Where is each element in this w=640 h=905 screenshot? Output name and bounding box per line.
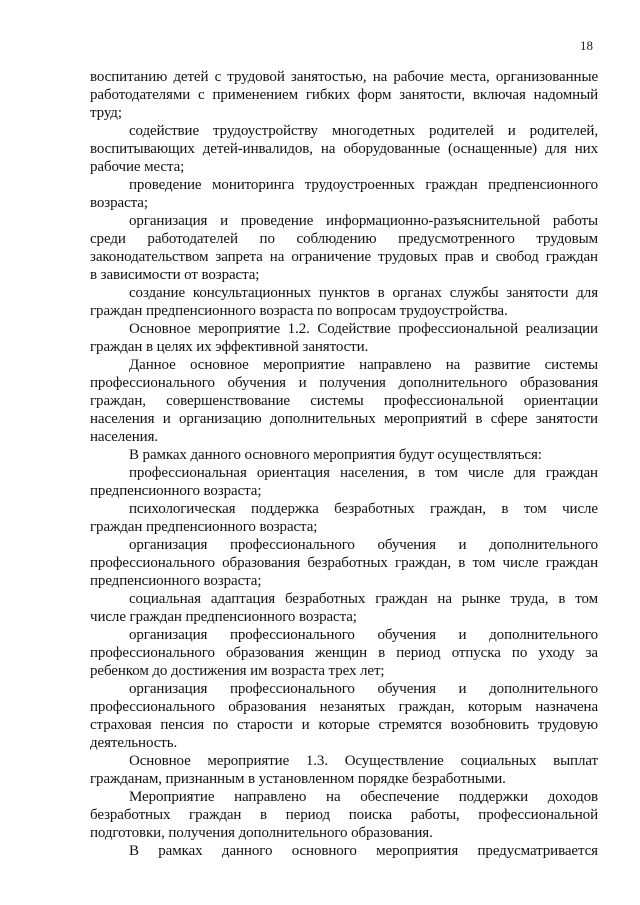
text-line: граждан предпенсионного возраста по вопросам трудоустройства. xyxy=(90,303,508,319)
text-line: организация и проведение информационно-разъяснительной работы xyxy=(129,213,598,229)
text-line: законодательством запрета на ограничение трудовых прав и свобод граждан xyxy=(90,249,598,265)
text-line: Основное мероприятие 1.2. Содействие профессиональной реализации xyxy=(129,321,598,337)
text-line: населения и организацию дополнительных мероприятий в сфере занятости xyxy=(90,411,598,427)
text-line: Данное основное мероприятие направлено на развитие системы xyxy=(129,357,598,373)
text-line: населения. xyxy=(90,429,159,445)
text-line: содействие трудоустройству многодетных родителей и родителей, xyxy=(129,123,598,139)
text-line: воспитывающих детей-инвалидов, на оборудованные (оснащенные) для них xyxy=(90,141,598,157)
text-line: работодателями с применением гибких форм занятости, включая надомный xyxy=(90,87,598,103)
text-line: проведение мониторинга трудоустроенных граждан предпенсионного xyxy=(129,177,598,193)
text-line: предпенсионного возраста; xyxy=(90,573,262,589)
text-line: профессионального образования женщин в период отпуска по уходу за xyxy=(90,645,598,661)
text-line: профессионального обучения и получения дополнительного образования xyxy=(90,375,598,391)
text-line: Мероприятие направлено на обеспечение поддержки доходов xyxy=(129,789,598,805)
text-line: возраста; xyxy=(90,195,148,211)
text-line: создание консультационных пунктов в органах службы занятости для xyxy=(129,285,598,301)
text-line: профессиональная ориентация населения, в том числе для граждан xyxy=(129,465,598,481)
text-line: граждан предпенсионного возраста; xyxy=(90,519,318,535)
text-line: гражданам, признанным в установленном порядке безработными. xyxy=(90,771,506,787)
document-body xyxy=(90,68,598,860)
text-line: В рамках данного основного мероприятия предусматривается xyxy=(129,843,598,859)
text-line: граждан в целях их эффективной занятости. xyxy=(90,339,369,355)
text-line: безработных граждан в период поиска работы, профессиональной xyxy=(90,807,598,823)
text-line: деятельность. xyxy=(90,735,178,751)
text-line: страховая пенсия по старости и которые стремятся возобновить трудовую xyxy=(90,717,598,733)
text-line: профессионального образования незанятых граждан, которым назначена xyxy=(90,699,598,715)
text-line: Основное мероприятие 1.3. Осуществление социальных выплат xyxy=(129,753,598,769)
text-line: рабочие места; xyxy=(90,159,185,175)
text-line: труд; xyxy=(90,105,122,121)
text-line: психологическая поддержка безработных граждан, в том числе xyxy=(129,501,598,517)
text-line: предпенсионного возраста; xyxy=(90,483,262,499)
text-line: организация профессионального обучения и дополнительного xyxy=(129,681,598,697)
text-line: В рамках данного основного мероприятия будут осуществляться: xyxy=(129,447,542,463)
page-number: 18 xyxy=(580,38,593,53)
text-line: ребенком до достижения им возраста трех лет; xyxy=(90,663,385,679)
text-line: числе граждан предпенсионного возраста; xyxy=(90,609,357,625)
text-line: подготовки, получения дополнительного образования. xyxy=(90,825,433,841)
text-line: организация профессионального обучения и дополнительного xyxy=(129,537,598,553)
text-line: в зависимости от возраста; xyxy=(90,267,260,283)
text-line: профессионального образования безработных граждан, в том числе граждан xyxy=(90,555,598,571)
text-line: организация профессионального обучения и дополнительного xyxy=(129,627,598,643)
text-line: граждан, совершенствование системы профессиональной ориентации xyxy=(90,393,598,409)
text-line: социальная адаптация безработных граждан на рынке труда, в том xyxy=(129,591,598,607)
text-line: среди работодателей по соблюдению предусмотренного трудовым xyxy=(90,231,598,247)
text-line: воспитанию детей с трудовой занятостью, на рабочие места, организованные xyxy=(90,69,598,85)
